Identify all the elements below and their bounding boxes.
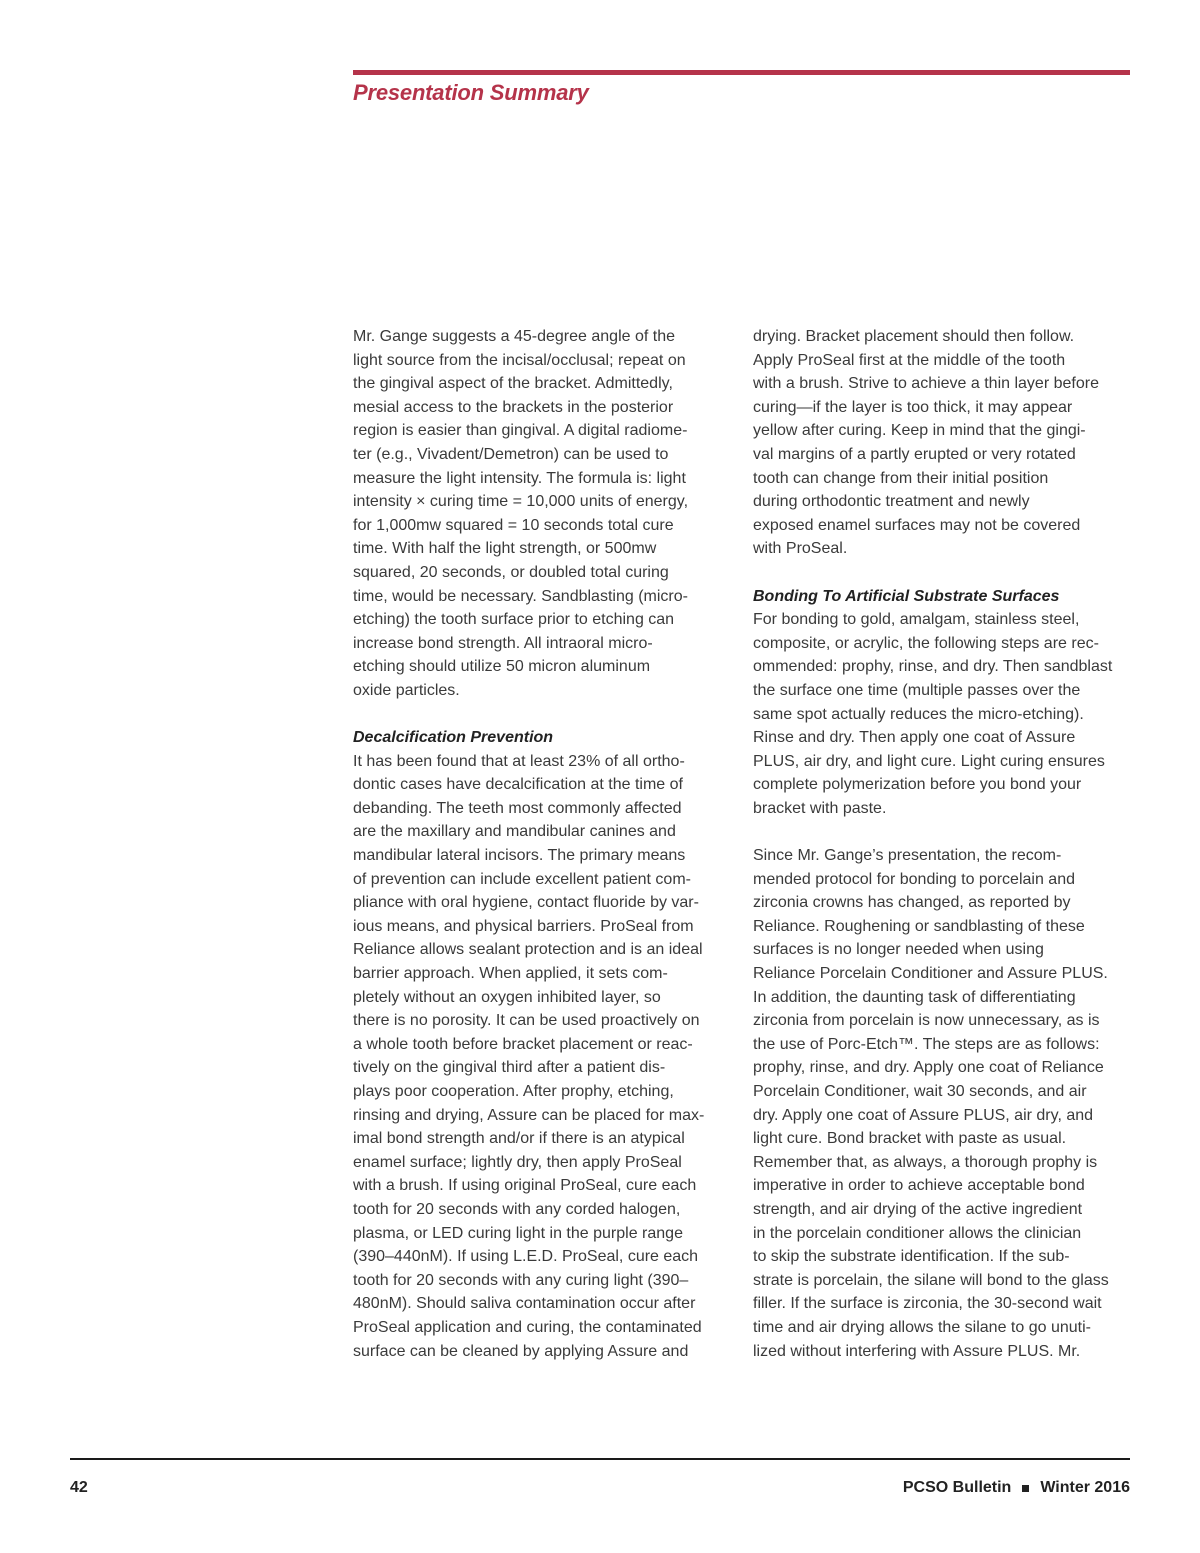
left-paragraph-1: Mr. Gange suggests a 45-degree angle of the light source from the incisal/occlusal; repeat on the gingival aspect of the bracket. Admittedly, mesial access to the brackets in the posterior region is easier than gingival. A digital radiome- ter (e.g., Vivadent/Demetron) can be used to measure the light intensity. The formula is: light intensity × curing time = 10,000 units of energy, for 1,000mw squared = 10 seconds total cure time. With half the light strength, or 500mw squared, 20 seconds, or doubled total curing time, would be necessary. Sandblasting (micro- etching) the tooth surface prior to etching can increase bond strength. All intraoral micro- etching should utilize 50 micron aluminum oxide particles. <box>353 328 689 699</box>
right-paragraph-3: Since Mr. Gange’s presentation, the recom- mended protocol for bonding to porcelain and zirconia crowns has changed, as reported by Reliance. Roughening or sandblasting of these surfaces is no longer needed when using Reliance Porcelain Conditioner and Assure PLUS. In addition, the daunting task of differentiating zirconia from porcelain is now unnecessary, as is the use of Porc-Etch™. The steps are as follows: prophy, rinse, and dry. Apply one coat of Reliance Porcelain Conditioner, wait 30 seconds, and air dry. Apply one coat of Assure PLUS, air dry, and light cure. Bond bracket with paste as usual. Remember that, as always, a thorough prophy is imperative in order to achieve acceptable bond strength, and air drying of the active ingredient in the porcelain conditioner allows the clinician to skip the substrate identification. If the sub- strate is porcelain, the silane will bond to the glass filler. If the surface is zirconia, the 30-second wait time and air drying allows the silane to go unuti- lized without interfering with Assure PLUS. Mr. <box>753 847 1109 1360</box>
section-title: Presentation Summary <box>353 80 589 105</box>
publication-name: PCSO Bulletin <box>902 1479 1012 1496</box>
heading-bonding-artificial-substrate: Bonding To Artificial Substrate Surfaces <box>753 587 1060 605</box>
right-column <box>753 325 1131 1363</box>
page-number: 42 <box>70 1479 88 1496</box>
right-paragraph-2: For bonding to gold, amalgam, stainless steel, composite, or acrylic, the following steps are rec- ommended: prophy, rinse, and dry. Then sandblast the surface one time (multiple passes over the same spot actually reduces the micro-etching). Rinse and dry. Then apply one coat of Assure PLUS, air dry, and light cure. Light curing ensures complete polymerization before you bond your bracket with paste. <box>753 611 1113 817</box>
footer-publication-info <box>903 1479 1130 1497</box>
left-column <box>353 325 731 1363</box>
issue-date: Winter 2016 <box>1040 1479 1130 1496</box>
heading-decalcification-prevention: Decalcification Prevention <box>353 729 554 747</box>
footer-rule <box>70 1458 1130 1460</box>
bullet-separator-icon <box>1022 1485 1029 1492</box>
header-rule <box>353 70 1130 75</box>
right-paragraph-1: drying. Bracket placement should then follow. Apply ProSeal first at the middle of the tooth with a brush. Strive to achieve a thin layer before curing—if the layer is too thick, it may appear yellow after curing. Keep in mind that the gingi- val margins of a partly erupted or very rotated tooth can change from their initial position during orthodontic treatment and newly exposed enamel surfaces may not be covered with ProSeal. <box>753 328 1099 558</box>
left-paragraph-2: It has been found that at least 23% of all ortho- dontic cases have decalcification at the time of debanding. The teeth most commonly affected are the maxillary and mandibular canines and mandibular lateral incisors. The primary means of prevention can include excellent patient com- pliance with oral hygiene, contact fluoride by var- ious means, and physical barriers. ProSeal from Reliance allows sealant protection and is an ideal barrier approach. When applied, it sets com- pletely without an oxygen inhibited layer, so there is no porosity. It can be used proactively on a whole tooth before bracket placement or reac- tively on the gingival third after a patient dis- plays poor cooperation. After prophy, etching, rinsing and drying, Assure can be placed for max- imal bond strength and/or if there is an atypical enamel surface; lightly dry, then apply ProSeal with a brush. If using original ProSeal, cure each tooth for 20 seconds with any corded halogen, plasma, or LED curing light in the purple range (390–440nM). If using L.E.D. ProSeal, cure each tooth for 20 seconds with any curing light (390– 480nM). Should saliva contamination occur after ProSeal application and curing, the contaminated surface can be cleaned by applying Assure and <box>353 752 705 1360</box>
